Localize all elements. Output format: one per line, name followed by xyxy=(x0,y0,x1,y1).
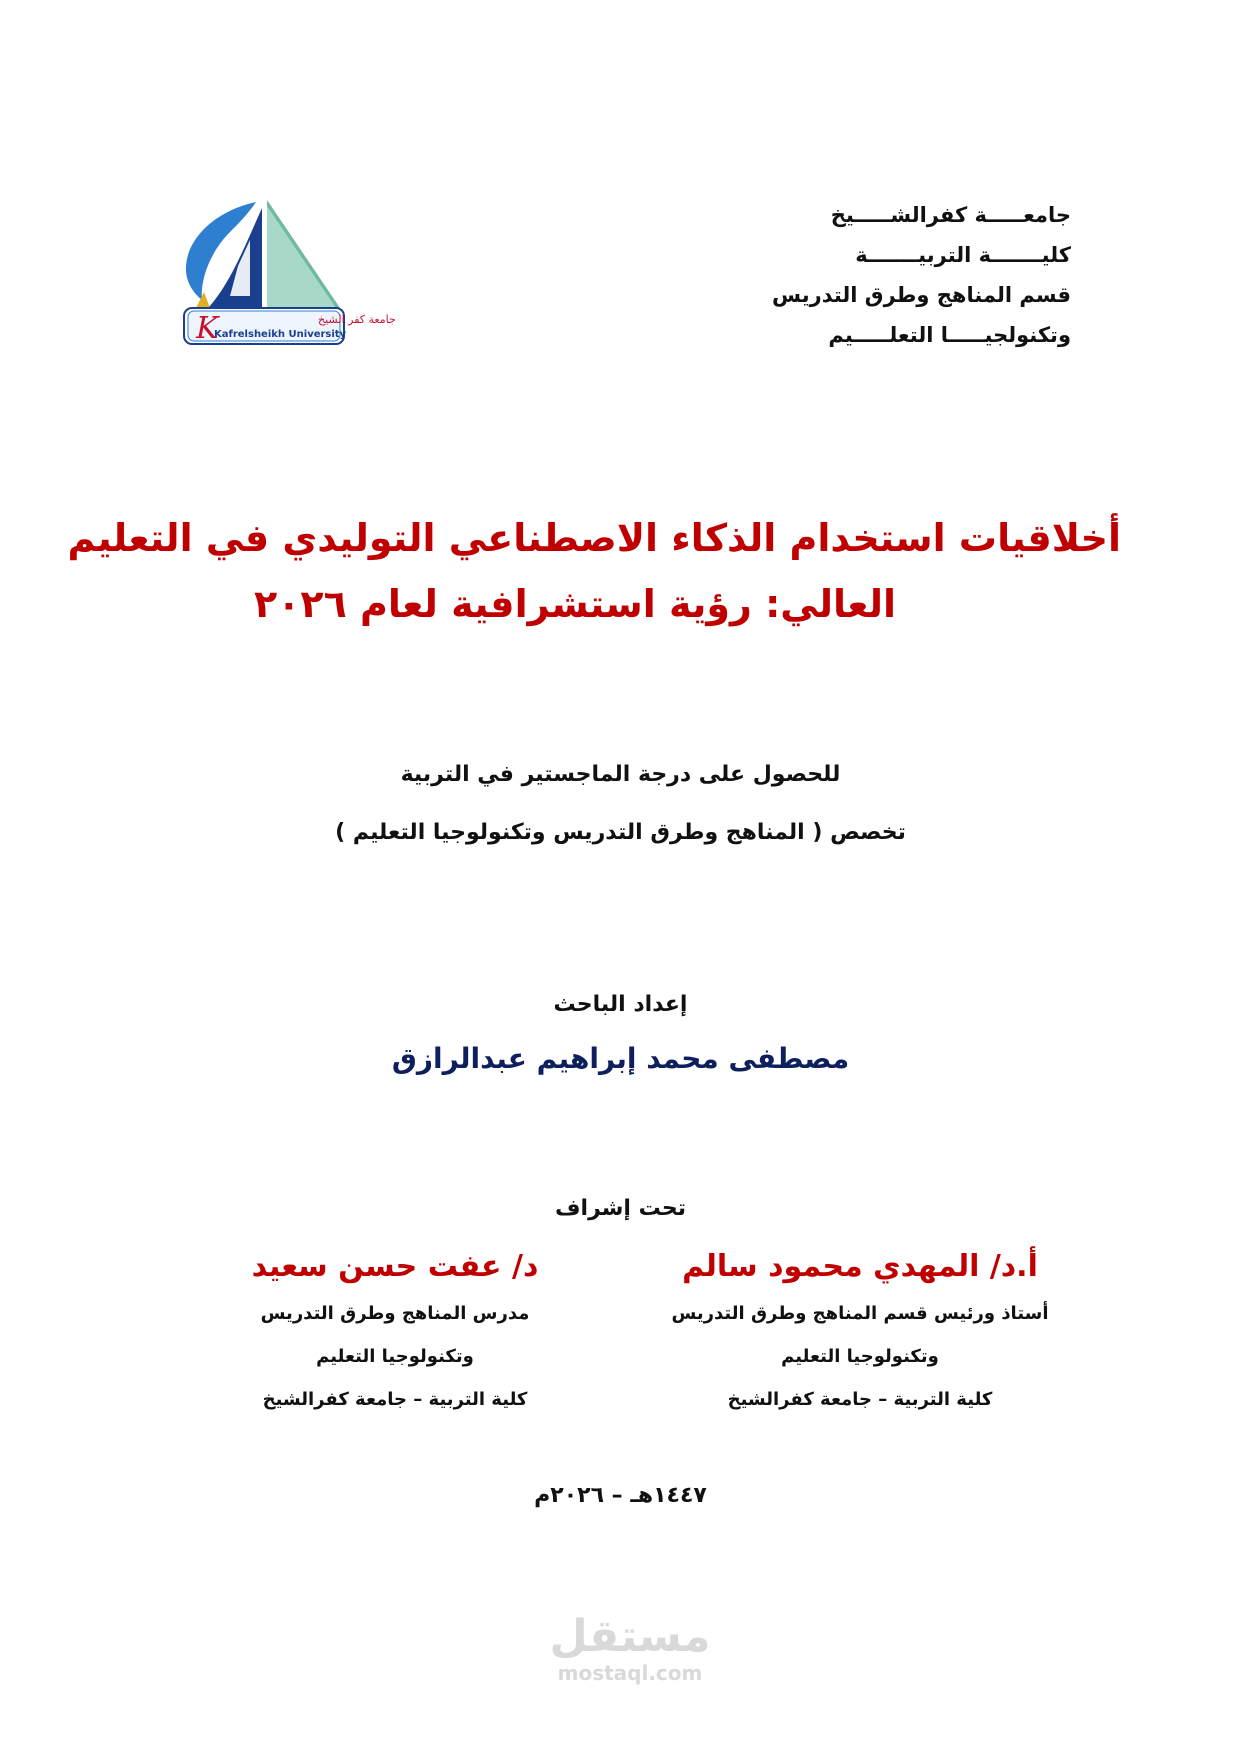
thesis-title-line-2: العالي: رؤية استشرافية لعام ٢٠٢٦ xyxy=(254,582,896,626)
thesis-title xyxy=(67,505,1121,637)
supervisor-2-affiliation: كلية التربية – جامعة كفرالشيخ xyxy=(262,1389,528,1410)
thesis-date: ١٤٤٧هـ – ٢٠٢٦م xyxy=(534,1483,707,1508)
department-name: قسم المناهج وطرق التدريس xyxy=(772,283,1071,307)
watermark-english: mostaql.com xyxy=(557,1661,703,1685)
watermark xyxy=(540,1612,720,1684)
department-name-cont: وتكنولجيـــــا التعلـــــيم xyxy=(828,323,1071,347)
supervisor-2-name: د/ عفت حسن سعيد xyxy=(251,1249,539,1284)
supervisor-1-affiliation: كلية التربية – جامعة كفرالشيخ xyxy=(727,1389,993,1410)
supervisor-1-title-cont: وتكنولوجيا التعليم xyxy=(781,1346,939,1367)
supervisor-2-title: مدرس المناهج وطرق التدريس xyxy=(260,1303,530,1324)
faculty-name: كليـــــــة التربيـــــــة xyxy=(855,243,1071,267)
university-logo xyxy=(178,196,396,348)
thesis-title-line-1: أخلاقيات استخدام الذكاء الاصطناعي التوليدي في التعليم xyxy=(67,516,1121,560)
logo-arabic-text: جامعة كفر الشيخ xyxy=(318,313,396,326)
university-name: جامعـــــة كفرالشـــــيخ xyxy=(830,203,1071,227)
logo-k-letter: K xyxy=(196,311,219,346)
supervisor-2-title-cont: وتكنولوجيا التعليم xyxy=(316,1346,474,1367)
supervisor-1-title: أستاذ ورئيس قسم المناهج وطرق التدريس xyxy=(671,1303,1049,1324)
prepared-by-label: إعداد الباحث xyxy=(553,992,688,1017)
supervisor-1-name: أ.د/ المهدي محمود سالم xyxy=(682,1249,1038,1284)
degree-statement: للحصول على درجة الماجستير في التربية xyxy=(400,762,841,787)
supervisor-1 xyxy=(660,1242,1060,1421)
supervisor-2 xyxy=(230,1242,560,1421)
sailboat-logo-icon xyxy=(178,196,396,348)
specialization: تخصص ( المناهج وطرق التدريس وتكنولوجيا التعليم ) xyxy=(335,820,906,845)
supervision-label: تحت إشراف xyxy=(554,1196,687,1221)
logo-english-text: Kafrelsheikh University xyxy=(214,329,347,340)
watermark-arabic: مستقل xyxy=(549,1611,711,1662)
researcher-name: مصطفى محمد إبراهيم عبدالرازق xyxy=(391,1042,850,1075)
institution-header xyxy=(771,195,1071,355)
